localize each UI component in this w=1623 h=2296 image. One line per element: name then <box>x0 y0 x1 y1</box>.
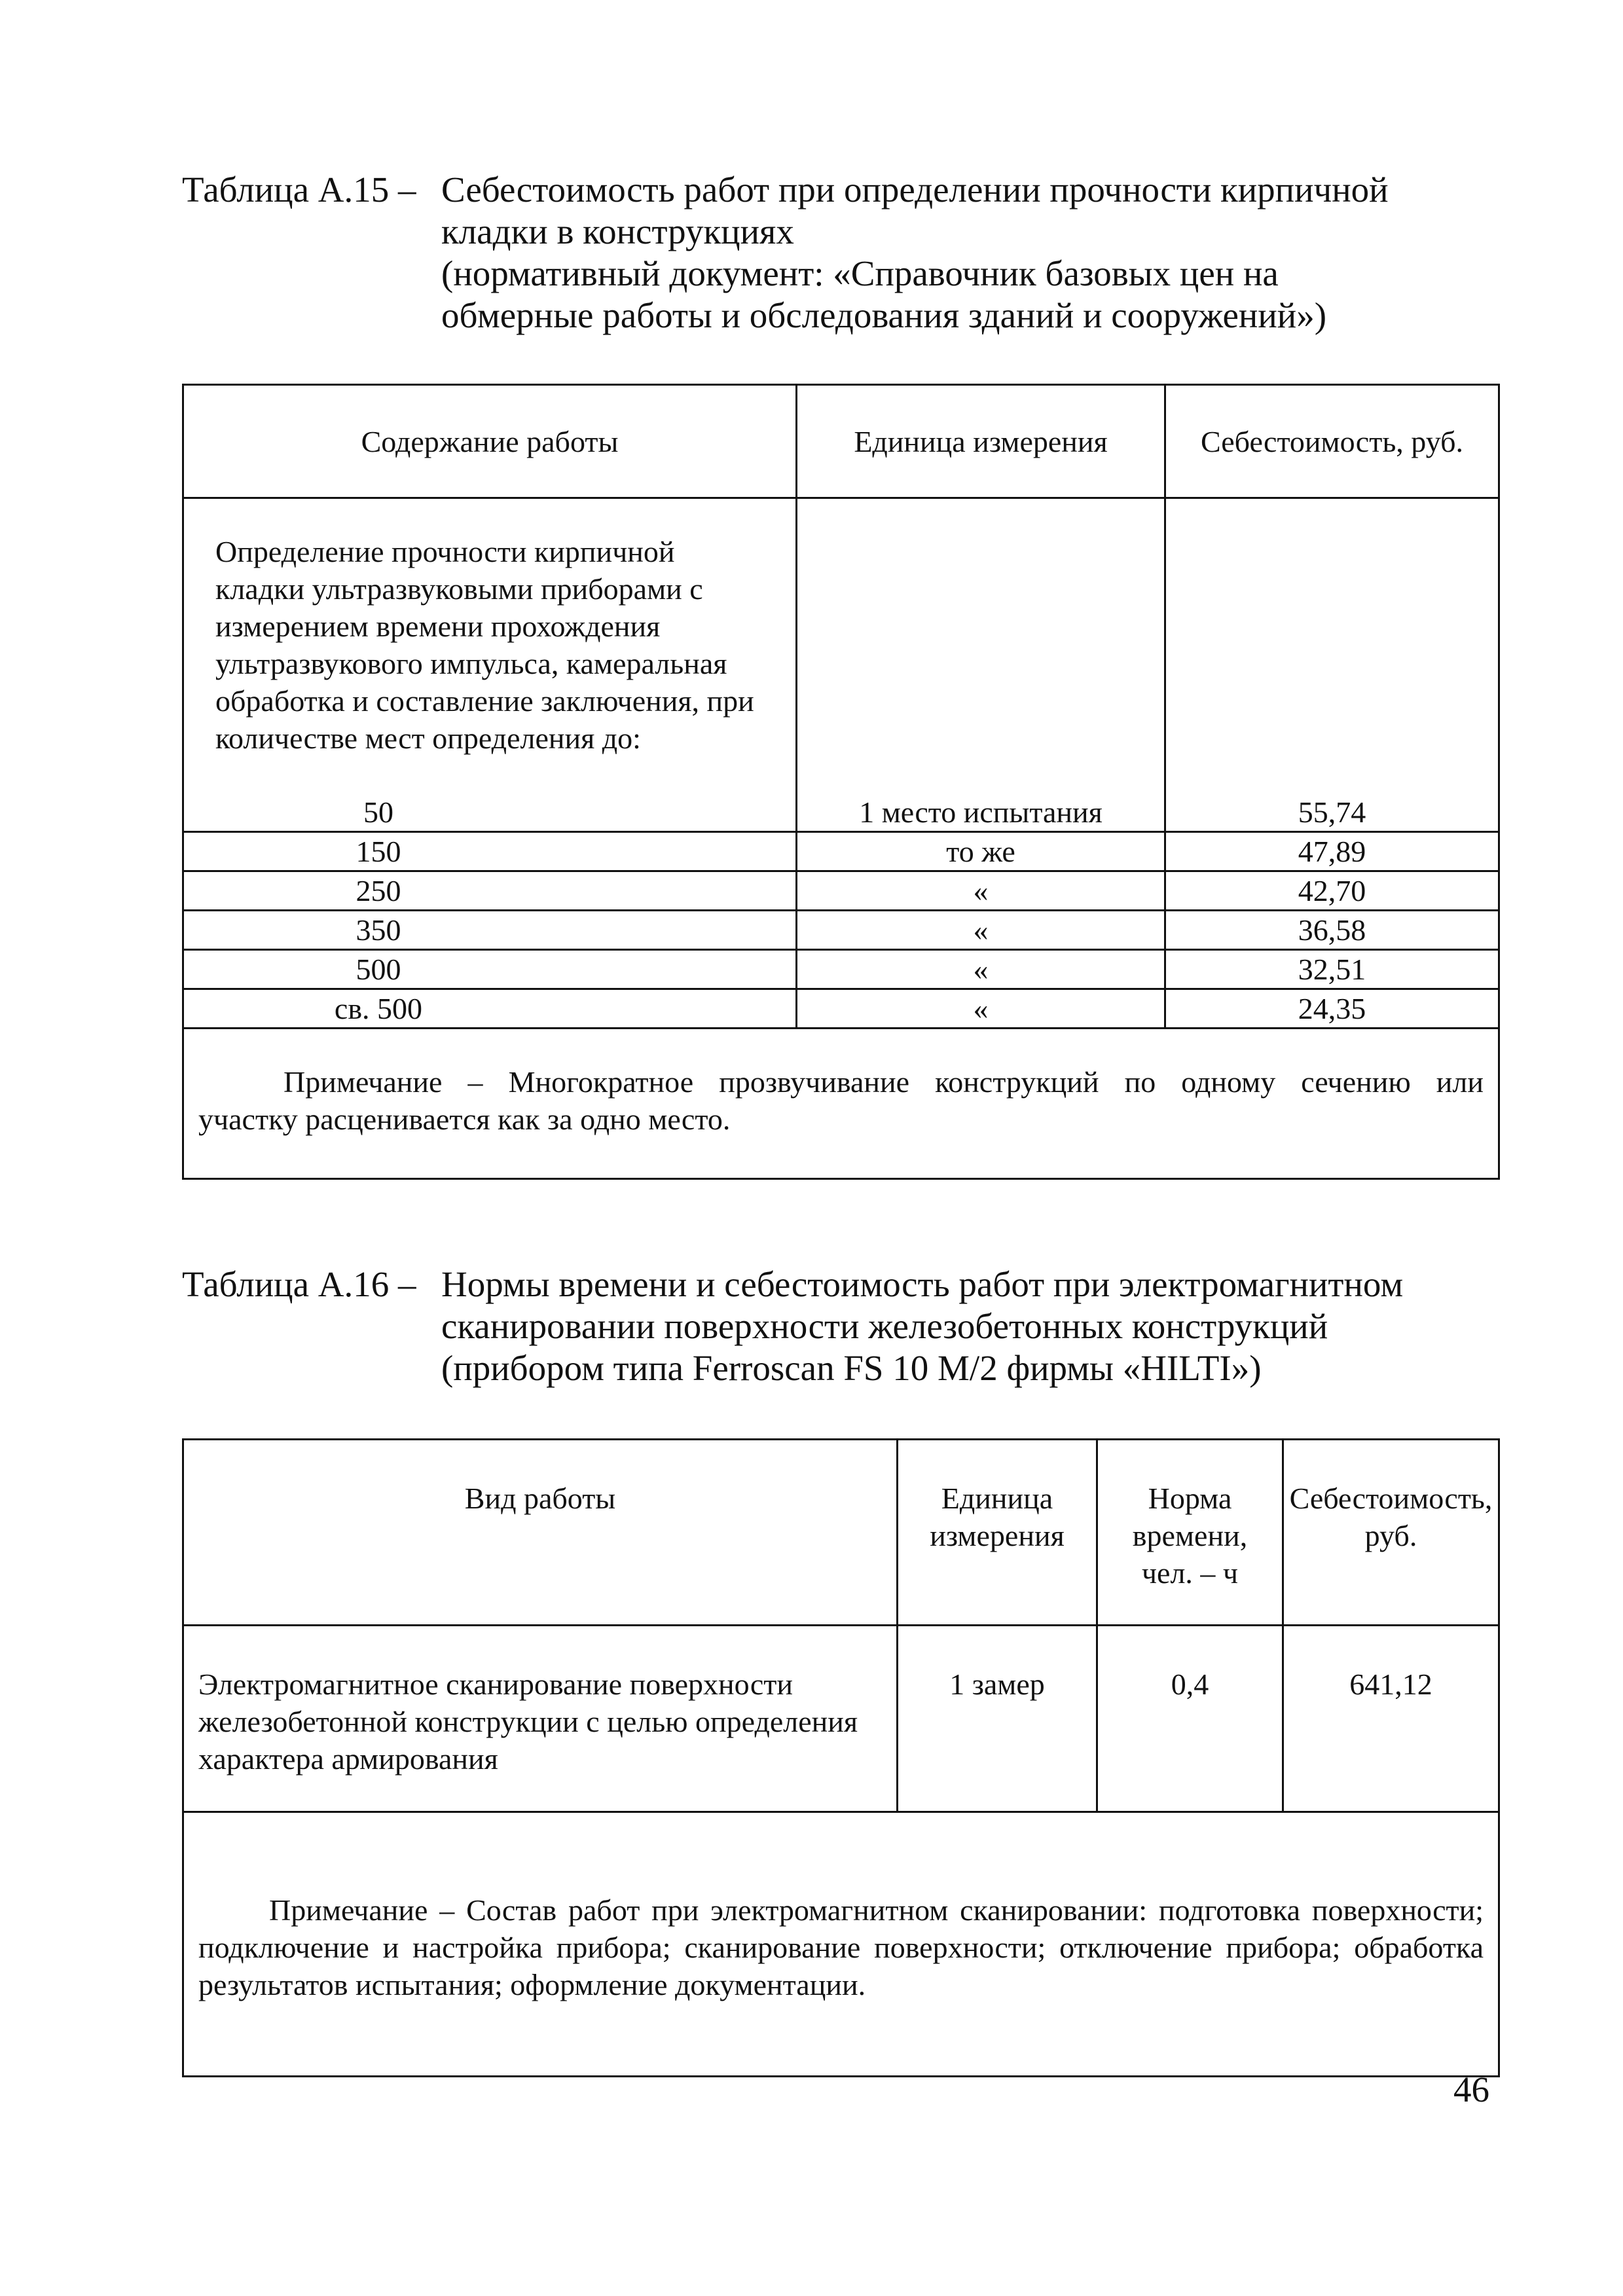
header-cost: Себестоимость, руб. <box>1283 1440 1499 1626</box>
cost-cell: 32,51 <box>1165 950 1499 989</box>
cost-cell: 55,74 <box>1165 498 1499 832</box>
table-row <box>183 871 1499 911</box>
unit-cell: « <box>797 911 1165 950</box>
cost-cell: 641,12 <box>1283 1626 1499 1812</box>
note-line: Примечание – Многократное прозвучивание конструкций по одному сечению или <box>283 1065 1484 1099</box>
table-a15-title-line: обмерные работы и обследования зданий и сооружений») <box>441 295 1327 335</box>
qty-cell: 50 <box>363 795 393 829</box>
note-line: участку расценивается как за одно место. <box>198 1102 731 1136</box>
table-a16-label: Таблица А.16 – <box>182 1264 416 1304</box>
qty-cell: 150 <box>183 832 797 871</box>
unit-cell: « <box>797 989 1165 1029</box>
table-row <box>183 1626 1499 1812</box>
table-row <box>183 911 1499 950</box>
table-a16-title-line: (прибором типа Ferroscan FS 10 M/2 фирмы «HILTI») <box>441 1348 1262 1388</box>
table-a16 <box>182 1438 1500 2077</box>
table-a15-label: Таблица А.15 – <box>182 170 416 210</box>
cost-cell: 42,70 <box>1165 871 1499 911</box>
table-row <box>183 498 1499 832</box>
table-a16-note: Примечание – Состав работ при электромагнитном сканировании: подготовка поверхности; подключение и настройка прибора; сканирование поверхности; отключение прибора; обработка результатов испытания; оформление документации. <box>183 1812 1499 2077</box>
table-a15 <box>182 384 1500 1180</box>
unit-cell: 1 место испытания <box>797 498 1165 832</box>
table-a15-note <box>183 1029 1499 1179</box>
table-row <box>183 989 1499 1029</box>
table-a16-title-line: сканировании поверхности железобетонных конструкций <box>441 1306 1328 1346</box>
table-row <box>183 950 1499 989</box>
qty-cell: 350 <box>183 911 797 950</box>
header-work-type: Вид работы <box>183 1440 898 1626</box>
table-a15-title-line: Себестоимость работ при определении прочности кирпичной <box>441 170 1389 210</box>
unit-cell: « <box>797 871 1165 911</box>
qty-cell: св. 500 <box>183 989 797 1029</box>
unit-cell: « <box>797 950 1165 989</box>
table-a16-title-line: Нормы времени и себестоимость работ при электромагнитном <box>441 1264 1404 1304</box>
header-unit: Единица измерения <box>898 1440 1097 1626</box>
work-description: Электромагнитное сканирование поверхности железобетонной конструкции с целью определения характера армирования <box>183 1626 898 1812</box>
cost-cell: 47,89 <box>1165 832 1499 871</box>
unit-cell: 1 замер <box>898 1626 1097 1812</box>
table-a15-title-line: кладки в конструкциях <box>441 211 794 251</box>
header-work-content: Содержание работы <box>183 385 797 498</box>
table-row <box>183 832 1499 871</box>
work-description: Определение прочности кирпичной кладки ультразвуковыми приборами с измерением времени прохождения ультразвукового импульса, камеральная обработка и составление заключения, при количестве мест определения до: <box>215 535 754 755</box>
time-norm-cell: 0,4 <box>1097 1626 1283 1812</box>
qty-cell: 500 <box>183 950 797 989</box>
unit-cell: то же <box>797 832 1165 871</box>
header-unit: Единица измерения <box>797 385 1165 498</box>
qty-cell: 250 <box>183 871 797 911</box>
cost-cell: 36,58 <box>1165 911 1499 950</box>
page-number: 46 <box>1453 2069 1489 2109</box>
table-a15-title-line: (нормативный документ: «Справочник базовых цен на <box>441 253 1279 293</box>
header-time-norm: Норма времени, чел. – ч <box>1097 1440 1283 1626</box>
header-cost: Себестоимость, руб. <box>1165 385 1499 498</box>
cost-cell: 24,35 <box>1165 989 1499 1029</box>
